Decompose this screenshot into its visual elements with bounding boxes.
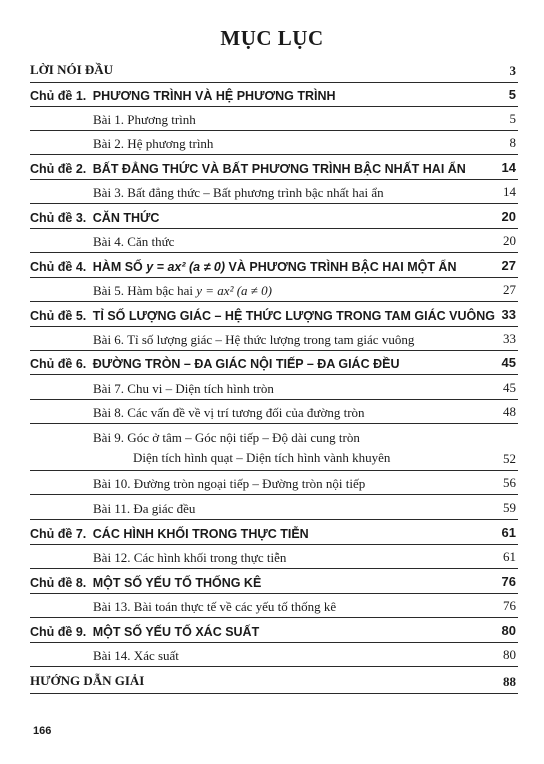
topic-title-formula: y = ax² (a ≠ 0) bbox=[146, 260, 226, 274]
toc-page-number: 80 bbox=[501, 623, 516, 638]
lesson-label: Bài 11. Đa giác đều bbox=[93, 501, 196, 516]
toc-preface[interactable] bbox=[30, 62, 518, 83]
toc-page-number: 61 bbox=[503, 549, 516, 564]
toc-topic-4[interactable] bbox=[30, 259, 518, 278]
toc-lesson-11[interactable] bbox=[30, 501, 518, 520]
toc-page-number: 76 bbox=[501, 574, 516, 589]
topic-title: BẤT ĐẲNG THỨC VÀ BẤT PHƯƠNG TRÌNH BẬC NHẤT HAI ẨN bbox=[92, 162, 466, 176]
topic-title: PHƯƠNG TRÌNH VÀ HỆ PHƯƠNG TRÌNH bbox=[92, 89, 336, 103]
toc-page-number: 8 bbox=[509, 135, 516, 150]
topic-title-suffix: VÀ PHƯƠNG TRÌNH BẬC HAI MỘT ẨN bbox=[228, 260, 457, 274]
toc-page-number: 33 bbox=[503, 331, 516, 346]
toc-lesson-9[interactable] bbox=[30, 430, 518, 471]
page-title: MỤC LỤC bbox=[220, 26, 324, 50]
topic-number: Chủ đề 2. bbox=[30, 162, 87, 176]
toc-page-number: 27 bbox=[503, 282, 516, 297]
topic-number: Chủ đề 7. bbox=[30, 527, 87, 541]
topic-title: MỘT SỐ YẾU TỐ XÁC SUẤT bbox=[92, 625, 260, 639]
topic-title: ĐƯỜNG TRÒN – ĐA GIÁC NỘI TIẾP – ĐA GIÁC ĐỀU bbox=[92, 357, 400, 371]
topic-number: Chủ đề 5. bbox=[30, 309, 87, 323]
lesson-label: Bài 2. Hệ phương trình bbox=[93, 136, 214, 151]
page-number: 166 bbox=[33, 725, 52, 737]
toc-lesson-14[interactable] bbox=[30, 648, 518, 667]
toc-topic-2[interactable] bbox=[30, 161, 518, 180]
topic-title: CÁC HÌNH KHỐI TRONG THỰC TIỄN bbox=[92, 527, 309, 541]
topic-number: Chủ đề 4. bbox=[30, 260, 87, 274]
toc-page-number: 5 bbox=[509, 111, 516, 126]
toc-page-number: 27 bbox=[501, 258, 516, 273]
toc-page-number: 56 bbox=[503, 475, 516, 490]
lesson-label: Bài 4. Căn thức bbox=[93, 234, 175, 249]
toc-topic-9[interactable] bbox=[30, 624, 518, 643]
toc-topic-3[interactable] bbox=[30, 210, 518, 229]
topic-title: MỘT SỐ YẾU TỐ THỐNG KÊ bbox=[92, 576, 262, 590]
toc-lesson-13[interactable] bbox=[30, 599, 518, 618]
lesson-label: Bài 6. Tỉ số lượng giác – Hệ thức lượng trong tam giác vuông bbox=[93, 332, 415, 347]
toc-topic-1[interactable] bbox=[30, 88, 518, 107]
toc-answers[interactable] bbox=[30, 673, 518, 694]
lesson-label: Bài 14. Xác suất bbox=[93, 648, 179, 663]
toc-page-number: 45 bbox=[503, 380, 516, 395]
lesson-label: Bài 12. Các hình khối trong thực tiễn bbox=[93, 550, 287, 565]
toc-page-number: 76 bbox=[503, 598, 516, 613]
toc-page-number: 59 bbox=[503, 500, 516, 515]
toc-page-number: 14 bbox=[503, 184, 516, 199]
toc-lesson-1[interactable] bbox=[30, 112, 518, 131]
toc-topic-8[interactable] bbox=[30, 575, 518, 594]
toc-page-number: 48 bbox=[503, 404, 516, 419]
topic-number: Chủ đề 3. bbox=[30, 211, 87, 225]
toc-page-number: 5 bbox=[508, 87, 516, 102]
toc-page-number: 45 bbox=[501, 355, 516, 370]
topic-title: TỈ SỐ LƯỢNG GIÁC – HỆ THỨC LƯỢNG TRONG TAM GIÁC VUÔNG bbox=[92, 309, 495, 323]
toc-page-number: 88 bbox=[503, 674, 516, 689]
lesson-label: Bài 8. Các vấn đề về vị trí tương đối của đường tròn bbox=[93, 405, 365, 420]
lesson-label: Bài 5. Hàm bậc hai bbox=[93, 283, 193, 298]
toc-page-number: 20 bbox=[501, 209, 516, 224]
toc-page-number: 80 bbox=[503, 647, 516, 662]
toc-topic-5[interactable] bbox=[30, 308, 518, 327]
topic-number: Chủ đề 1. bbox=[30, 89, 87, 103]
topic-title-prefix: HÀM SỐ bbox=[92, 260, 143, 274]
toc-page-number: 3 bbox=[509, 63, 516, 78]
toc-lesson-3[interactable] bbox=[30, 185, 518, 204]
toc-lesson-8[interactable] bbox=[30, 405, 518, 424]
toc-lesson-5[interactable] bbox=[30, 283, 518, 302]
lesson-label: Bài 7. Chu vi – Diện tích hình tròn bbox=[93, 381, 274, 396]
toc-lesson-6[interactable] bbox=[30, 332, 518, 351]
toc-page-number: 52 bbox=[503, 451, 516, 466]
topic-title: CĂN THỨC bbox=[92, 211, 160, 225]
toc-entry-label: LỜI NÓI ĐẦU bbox=[30, 62, 114, 77]
toc-page-number: 14 bbox=[501, 160, 516, 175]
lesson-formula: y = ax² (a ≠ 0) bbox=[196, 283, 273, 298]
lesson-label: Bài 9. Góc ở tâm – Góc nội tiếp – Độ dài cung tròn bbox=[93, 430, 360, 445]
topic-number: Chủ đề 8. bbox=[30, 576, 87, 590]
lesson-label-continued: Diện tích hình quạt – Diện tích hình vành khuyên bbox=[133, 450, 391, 465]
toc-lesson-4[interactable] bbox=[30, 234, 518, 253]
toc-topic-6[interactable] bbox=[30, 356, 518, 375]
toc-lesson-12[interactable] bbox=[30, 550, 518, 569]
toc-entry-label: HƯỚNG DẪN GIẢI bbox=[30, 673, 145, 688]
toc-page-number: 20 bbox=[503, 233, 516, 248]
lesson-label: Bài 13. Bài toán thực tế về các yếu tố thống kê bbox=[93, 599, 337, 614]
lesson-label: Bài 3. Bất đẳng thức – Bất phương trình bậc nhất hai ẩn bbox=[93, 185, 384, 200]
topic-number: Chủ đề 9. bbox=[30, 625, 87, 639]
toc-lesson-2[interactable] bbox=[30, 136, 518, 155]
toc-page-number: 33 bbox=[501, 307, 516, 322]
toc-page-number: 61 bbox=[501, 525, 516, 540]
toc-topic-7[interactable] bbox=[30, 526, 518, 545]
topic-number: Chủ đề 6. bbox=[30, 357, 87, 371]
toc-lesson-10[interactable] bbox=[30, 476, 518, 495]
lesson-label: Bài 1. Phương trình bbox=[93, 112, 196, 127]
lesson-label: Bài 10. Đường tròn ngoại tiếp – Đường tròn nội tiếp bbox=[93, 476, 366, 491]
toc-lesson-7[interactable] bbox=[30, 381, 518, 400]
